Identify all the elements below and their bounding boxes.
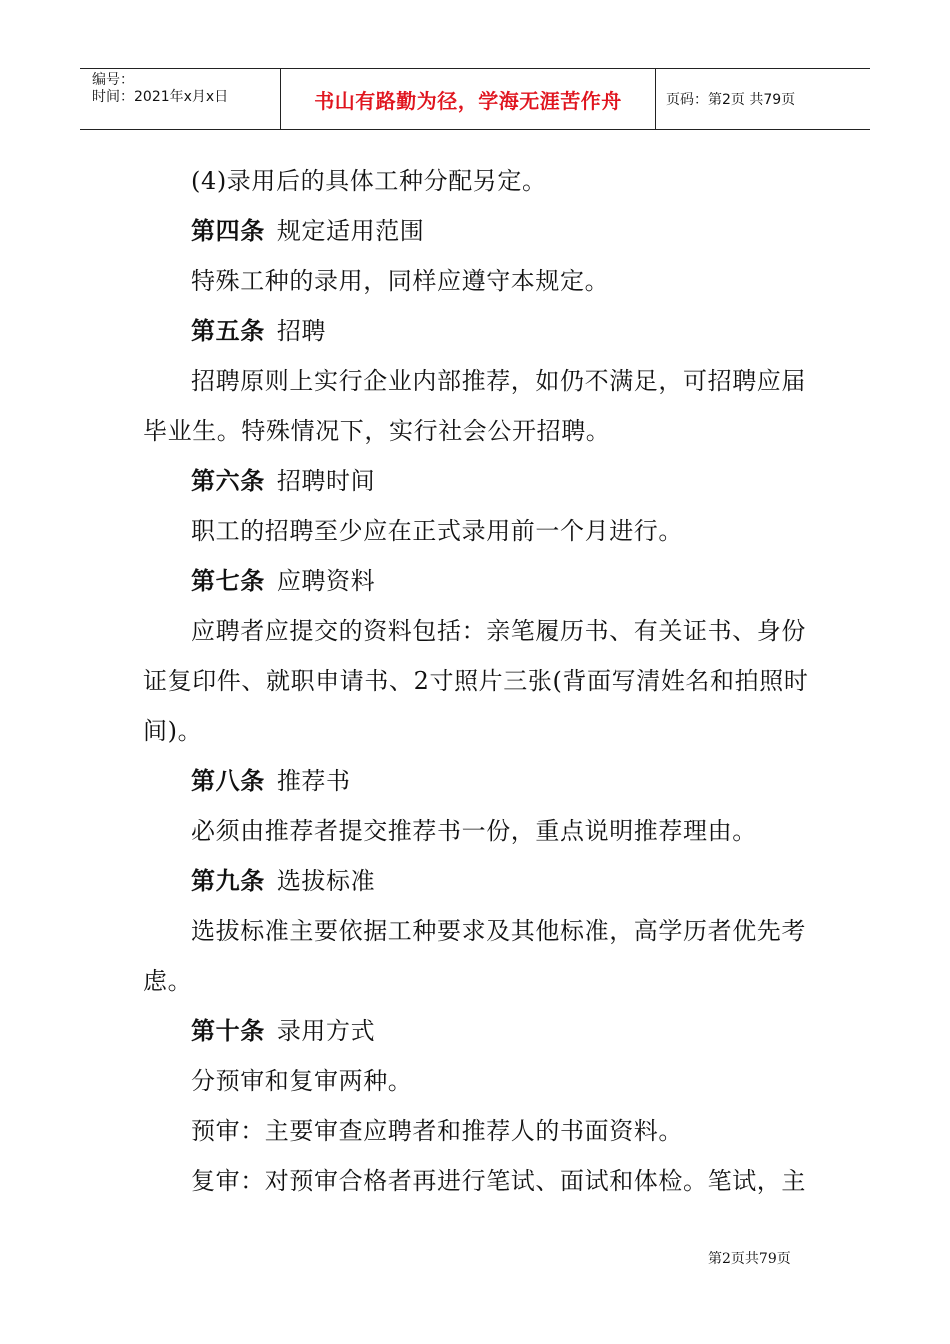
- article-number: 第五条: [191, 317, 265, 345]
- article-number: 第十条: [191, 1017, 265, 1045]
- page-header: [80, 68, 870, 130]
- number-label: 编号：: [92, 72, 134, 88]
- article-heading: [143, 456, 813, 506]
- article-title: 推荐书: [276, 767, 351, 795]
- paragraph: (4)录用后的具体工种分配另定。: [191, 167, 547, 195]
- paragraph: 分预审和复审两种。: [191, 1067, 413, 1095]
- paragraph: 预审：主要审查应聘者和推荐人的书面资料。: [191, 1117, 683, 1145]
- paragraph: 选拔标准主要依据工种要求及其他标准，高学历者优先考虑。: [143, 917, 806, 995]
- header-page-info-cell: [656, 69, 870, 129]
- article-number: 第七条: [191, 567, 265, 595]
- article-title: 规定适用范围: [276, 217, 425, 245]
- article-heading: [143, 856, 813, 906]
- paragraph: 招聘原则上实行企业内部推荐，如仍不满足，可招聘应届毕业生。特殊情况下，实行社会公开招聘。: [143, 367, 806, 445]
- article-heading: [143, 556, 813, 606]
- article-title: 录用方式: [276, 1017, 376, 1045]
- page-info: 页码：第2页 共79页: [666, 92, 796, 108]
- header-meta: [80, 69, 280, 129]
- document-body: [143, 156, 813, 1206]
- article-number: 第四条: [191, 217, 265, 245]
- article-number: 第八条: [191, 767, 265, 795]
- article-number: 第九条: [191, 867, 265, 895]
- paragraph: 特殊工种的录用，同样应遵守本规定。: [191, 267, 610, 295]
- article-heading: [143, 306, 813, 356]
- page-footer: 第2页共79页: [708, 1251, 791, 1267]
- paragraph: 复审：对预审合格者再进行笔试、面试和体检。笔试，主: [191, 1167, 806, 1195]
- article-title: 选拔标准: [276, 867, 376, 895]
- article-title: 应聘资料: [276, 567, 376, 595]
- paragraph: 职工的招聘至少应在正式录用前一个月进行。: [191, 517, 683, 545]
- article-heading: [143, 1006, 813, 1056]
- paragraph: 应聘者应提交的资料包括：亲笔履历书、有关证书、身份证复印件、就职申请书、2寸照片三张(背面写清姓名和拍照时间)。: [143, 617, 809, 745]
- paragraph: 必须由推荐者提交推荐书一份，重点说明推荐理由。: [191, 817, 757, 845]
- article-title: 招聘时间: [276, 467, 376, 495]
- article-number: 第六条: [191, 467, 265, 495]
- header-motto-cell: [280, 69, 656, 129]
- time-label: 时间：2021年x月x日: [92, 89, 229, 105]
- article-title: 招聘: [276, 317, 327, 345]
- motto-text: 书山有路勤为径，学海无涯苦作舟: [314, 88, 622, 113]
- article-heading: [143, 756, 813, 806]
- article-heading: [143, 206, 813, 256]
